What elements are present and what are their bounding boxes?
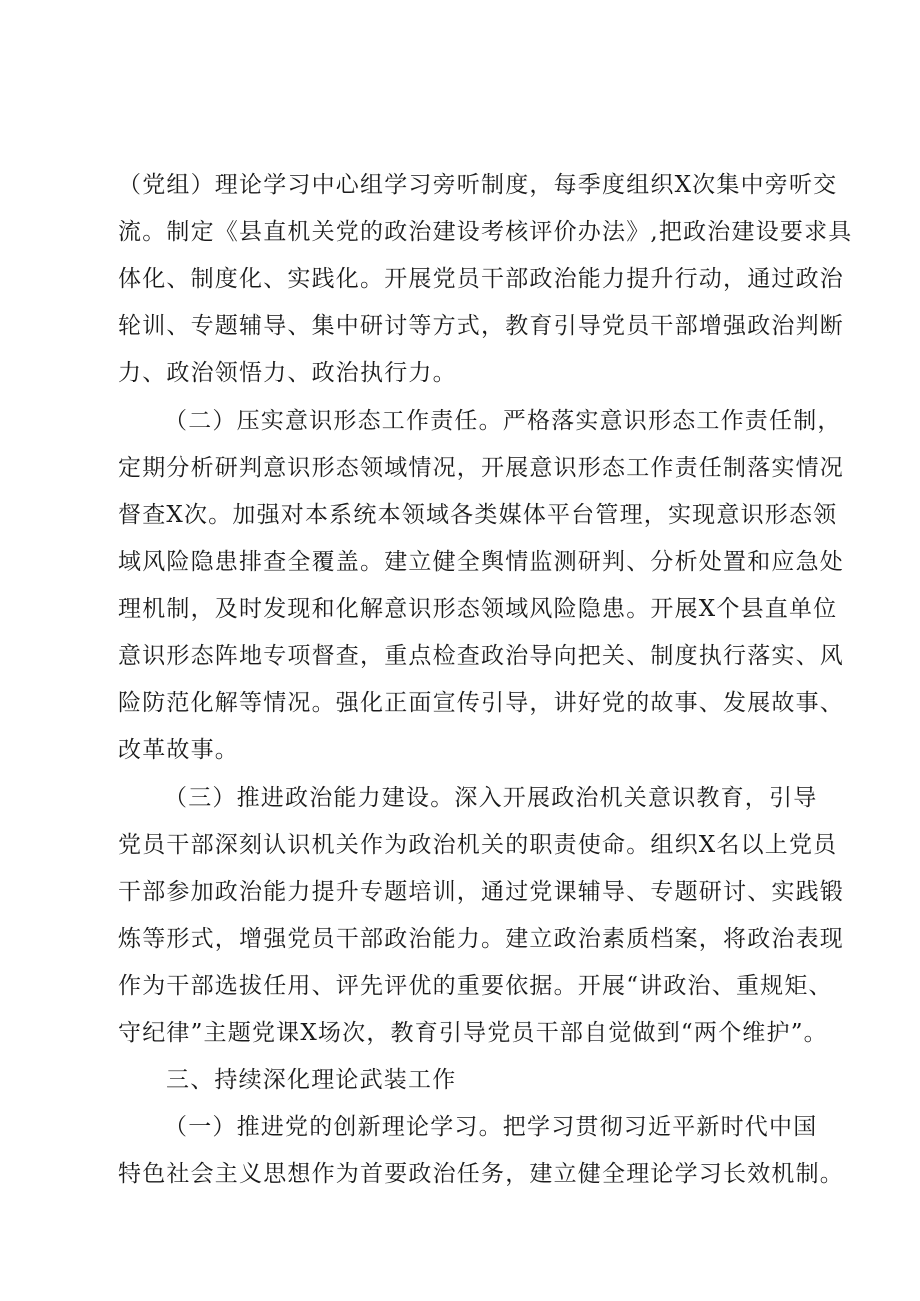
paragraph-line: （党组）理论学习中心组学习旁听制度，每季度组织X次集中旁听交: [118, 172, 838, 198]
paragraph-line: 力、政治领悟力、政治执行力。: [118, 360, 457, 386]
paragraph-line: 作为干部选拔任用、评先评优的重要依据。开展“讲政治、重规矩、: [118, 973, 833, 999]
paragraph-line: 改革故事。: [118, 737, 239, 763]
paragraph-line: 体化、制度化、实践化。开展党员干部政治能力提升行动，通过政治: [118, 266, 844, 292]
paragraph-line: 理机制，及时发现和化解意识形态领域风险隐患。开展X个县直单位: [118, 596, 838, 622]
paragraph-line: 域风险隐患排查全覆盖。建立健全舆情监测研判、分析处置和应急处: [118, 549, 844, 575]
paragraph-line: 险防范化解等情况。强化正面宣传引导，讲好党的故事、发展故事、: [118, 690, 844, 716]
section-heading-3: （三）推进政治能力建设。深入开展政治机关意识教育，引导: [164, 785, 818, 811]
paragraph-line: 党员干部深刻认识机关作为政治机关的职责使命。组织X名以上党员: [118, 832, 838, 858]
section-heading-1: （一）推进党的创新理论学习。把学习贯彻习近平新时代中国: [164, 1114, 818, 1140]
paragraph-line: 炼等形式，增强党员干部政治能力。建立政治素质档案，将政治表现: [118, 926, 844, 952]
paragraph-line: 定期分析研判意识形态领域情况，开展意识形态工作责任制落实情况: [118, 455, 844, 481]
paragraph-line: 流。制定《县直机关党的政治建设考核评价办法》,把政治建设要求具: [118, 219, 853, 245]
paragraph-line: 特色社会主义思想作为首要政治任务，建立健全理论学习长效机制。: [118, 1161, 844, 1187]
paragraph-line: 轮训、专题辅导、集中研讨等方式，教育引导党员干部增强政治判断: [118, 313, 844, 339]
chapter-heading: 三、持续深化理论武装工作: [166, 1067, 457, 1093]
paragraph-line: 督查X次。加强对本系统本领域各类媒体平台管理，实现意识形态领: [118, 502, 838, 528]
paragraph-line: 意识形态阵地专项督查，重点检查政治导向把关、制度执行落实、风: [118, 643, 844, 669]
paragraph-line: 干部参加政治能力提升专题培训，通过党课辅导、专题研讨、实践锻: [118, 879, 844, 905]
paragraph-line: 守纪律”主题党课X场次，教育引导党员干部自觉做到“两个维护”。: [118, 1020, 828, 1046]
section-heading-2: （二）压实意识形态工作责任。严格落实意识形态工作责任制，: [164, 408, 842, 434]
